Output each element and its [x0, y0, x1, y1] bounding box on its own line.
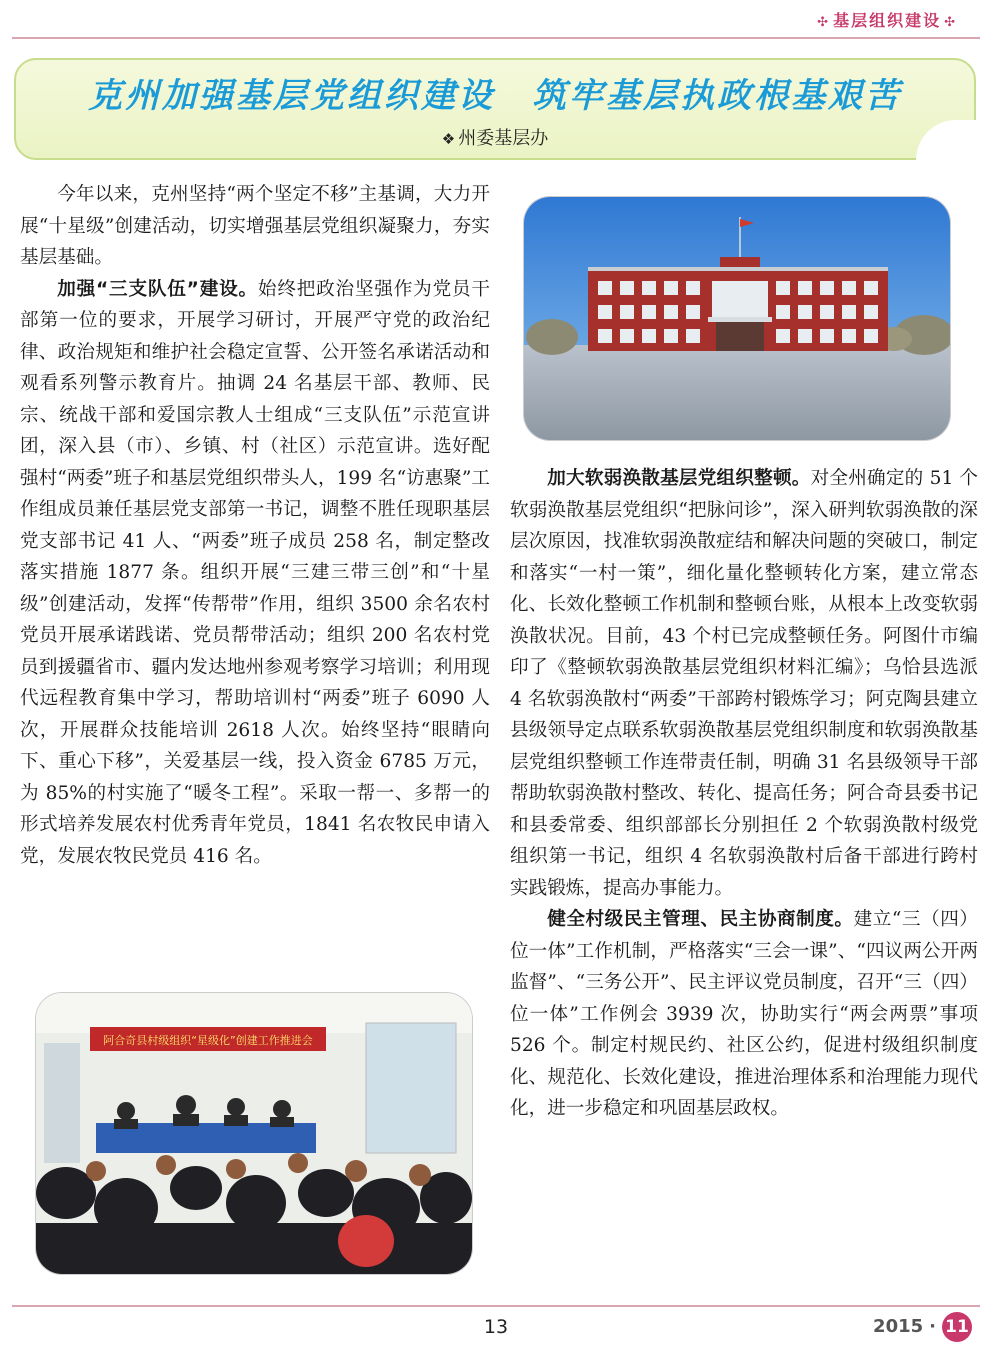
issue-year: 2015 — [873, 1316, 924, 1337]
issue-separator: · — [929, 1316, 936, 1337]
left-column — [20, 179, 490, 872]
meeting-room-image — [36, 993, 472, 1274]
section-body: 对全州确定的 51 个软弱涣散基层党组织“把脉问诊”，深入研判软弱涣散的深层次原因，找准软弱涣散症结和解决问题的突破口，制定和落实“一村一策”，细化量化整顿转化方案，建立常态化、长效化整顿工作机制和整顿台账，从根本上改变软弱涣散状况。目前，43 个村已完成整顿任务。阿图什市编印了《整顿软弱涣散基层党组织材料汇编》；乌恰县选派 4 名软弱涣散村“两委”干部跨村锻炼学习；阿克陶县建立县级领导定点联系软弱涣散基层党组织制度和软弱涣散基层党组织整顿工作连带责任制，明确 31 名县级领导干部帮助软弱涣散村整改、转化、提高任务；阿合奇县委书记和县委常委、组织部部长分别担任 2 个软弱涣散村级党组织第一书记，组织 4 名软弱涣散村后备干部进行跨村实践锻炼，提高办事能力。 — [510, 468, 978, 899]
article-byline — [16, 124, 974, 150]
section-paragraph — [20, 274, 490, 873]
intro-paragraph: 今年以来，克州坚持“两个坚定不移”主基调，大力开展“十星级”创建活动，切实增强基层党组织凝聚力，夯实基层基础。 — [20, 184, 490, 268]
section-body: 建立“三（四）位一体”工作机制，严格落实“三会一课”、“四议两公开两监督”、“三务公开”、民主评议党员制度，召开“三（四）位一体”工作例会 3939 次，协助实行“两会两票”事项 526 个。制定村规民约、社区公约，促进村级组织制度化、规范化、长效化建设，推进治理体系和治理能力现代化，进一步稳定和巩固基层政权。 — [510, 909, 978, 1119]
section-body: 始终把政治坚强作为党员干部第一位的要求，开展学习研讨，开展严守党的政治纪律、政治规矩和维护社会稳定宣誓、公开签名承诺活动和观看系列警示教育片。抽调 24 名基层干部、教师、民宗、统战干部和爱国宗教人士组成“三支队伍”示范宣讲团，深入县（市）、乡镇、村（社区）示范宣讲。选好配强村“两委”班子和基层党组织带头人，199 名“访惠聚”工作组成员兼任基层党支部第一书记，调整不胜任现职基层党支部书记 41 人、“两委”班子成员 258 名，制定整改落实措施 1877 条。组织开展“三建三带三创”和“十星级”创建活动，发挥“传帮带”作用，组织 3500 余名农村党员开展承诺践诺、党员帮带活动；组织 200 名农村党员到援疆省市、疆内发达地州参观考察学习培训；利用现代远程教育集中学习，帮助培训村“两委”班子 6090 人次，开展群众技能培训 2618 人次。始终坚持“眼睛向下、重心下移”，关爱基层一线，投入资金 6785 万元，为 85%的村实施了“暖冬工程”。采取一帮一、多帮一的形式培养发展农村优秀青年党员，1841 名农牧民申请入党，发展农牧民党员 416 名。 — [20, 278, 490, 867]
issue-info — [873, 1312, 972, 1342]
meeting-banner-text: 阿合奇县村级组织“星级化”创建工作推进会 — [103, 1034, 313, 1047]
section-paragraph — [510, 463, 978, 904]
school-building-image — [524, 197, 950, 440]
photo-meeting — [36, 993, 472, 1274]
section-heading: 加强“三支队伍”建设。 — [57, 278, 258, 300]
section-tag-label: 基层组织建设 — [833, 11, 942, 30]
title-banner — [14, 58, 976, 160]
article-title: 克州加强基层党组织建设 筑牢基层执政根基艰苦 — [88, 76, 902, 116]
section-paragraph — [510, 904, 978, 1125]
byline-author: 州委基层办 — [458, 128, 549, 149]
decor-cross-icon: ✣ — [817, 15, 831, 30]
header-divider — [12, 37, 980, 39]
footer-divider — [12, 1305, 980, 1307]
decor-cross-icon: ✣ — [944, 15, 957, 30]
photo-school-building — [524, 197, 950, 440]
issue-number-badge: 11 — [942, 1312, 972, 1342]
diamond-bullet-icon: ❖ — [441, 130, 456, 148]
section-tag — [814, 8, 960, 34]
right-column — [510, 463, 978, 1125]
section-heading: 健全村级民主管理、民主协商制度。 — [547, 909, 854, 930]
section-heading: 加大软弱涣散基层党组织整顿。 — [547, 468, 811, 489]
page-number: 13 — [483, 1316, 509, 1338]
